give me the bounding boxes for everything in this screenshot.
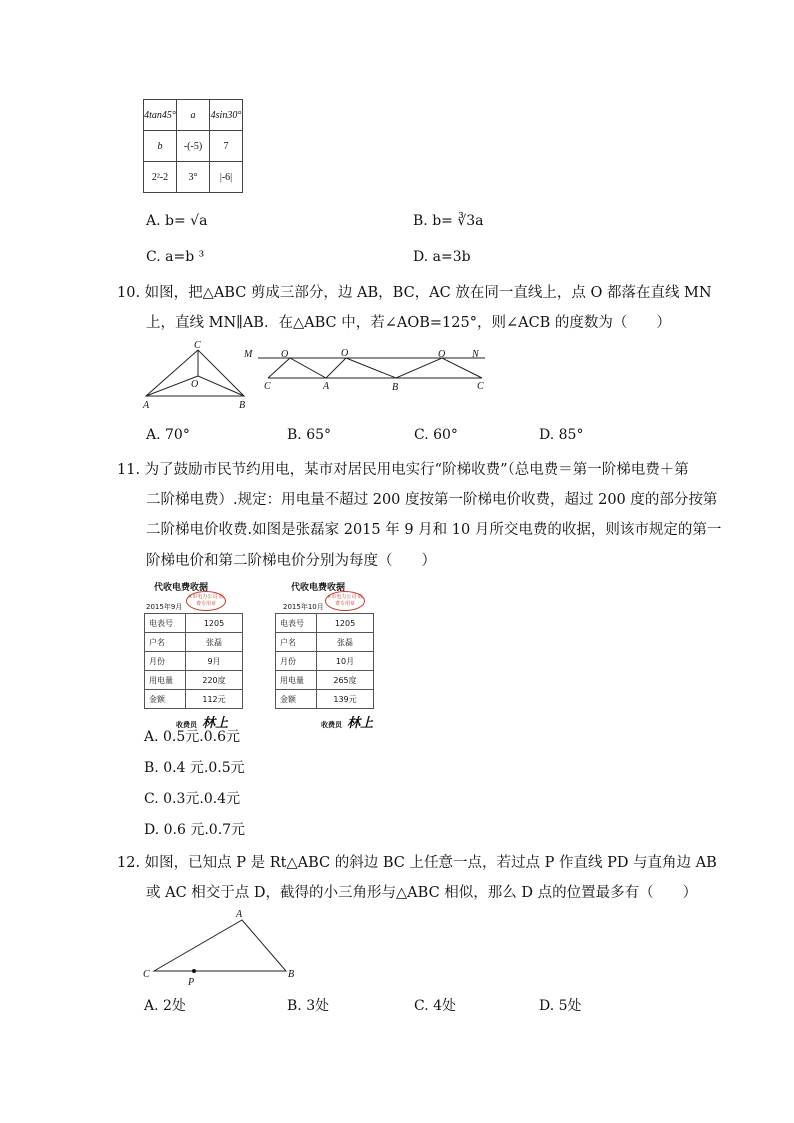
q10-figure: [140, 338, 500, 413]
label-o1: O: [281, 349, 289, 360]
label-c: C: [194, 340, 201, 351]
label-a: A: [236, 909, 243, 920]
receipt-sep: [144, 580, 244, 731]
q9-option-d[interactable]: D. a=3b: [413, 249, 471, 265]
receipt-title: 代收电费收据: [154, 583, 209, 593]
q11-stem-line3: 二阶梯电价收费.如图是张磊家 2015 年 9 月和 10 月所交电费的收据，则该市规定的第一: [146, 522, 722, 538]
label-b2: B: [392, 382, 399, 393]
receipt-stamp: ×市电力公司 收费专用章: [325, 591, 365, 611]
q11-option-c[interactable]: C. 0.3元.0.4元: [144, 791, 241, 807]
label-a2: A: [323, 381, 330, 392]
q12-figure: [140, 906, 305, 988]
label-o2: O: [341, 348, 349, 359]
table-row: 户名 张磊: [145, 633, 243, 652]
receipt-stamp: ×市电力公司 收费专用章: [186, 591, 226, 611]
collector-signature: 林上: [202, 716, 229, 731]
label-b: B: [288, 969, 295, 980]
label-c: C: [143, 969, 150, 980]
q9-option-b[interactable]: B. b= ∛3a: [413, 213, 484, 229]
zigzag-segments: [268, 358, 482, 378]
q12-option-b[interactable]: B. 3处: [287, 998, 330, 1014]
label-c2: C: [477, 381, 484, 392]
q12-stem-line1: 12. 如图，已知点 P 是 Rt△ABC 的斜边 BC 上任意一点，若过点 P 作直线 PD 与直角边 AB: [117, 855, 717, 871]
receipt-oct: [275, 580, 375, 731]
grid-cell: |-6|: [210, 162, 243, 193]
table-row: 金额 112元: [145, 690, 243, 709]
q9-option-a[interactable]: A. b= √a: [146, 213, 208, 229]
right-triangle-abc: [154, 920, 286, 971]
q12-stem-line2: 或 AC 相交于点 D，截得的小三角形与△ABC 相似，那么 D 点的位置最多有（ ）: [146, 885, 698, 901]
label-b: B: [239, 400, 246, 411]
receipt-date: 2015年9月: [146, 603, 183, 611]
collector-signature: 林上: [347, 716, 374, 731]
label-m: M: [244, 349, 253, 360]
grid-cell: 7: [210, 131, 243, 162]
q10-option-b[interactable]: B. 65°: [287, 427, 332, 443]
q10-option-d[interactable]: D. 85°: [539, 427, 584, 443]
grid-cell: 4sin30°: [210, 100, 243, 131]
grid-cell: a: [177, 100, 210, 131]
receipt-table: [275, 613, 374, 709]
collector-label: 收费员: [176, 721, 197, 729]
table-row: 户名 张磊: [276, 633, 374, 652]
q11-option-b[interactable]: B. 0.4 元.0.5元: [144, 760, 245, 776]
receipt-table: [144, 613, 243, 709]
receipt-title: 代收电费收据: [291, 583, 346, 593]
label-o3: O: [438, 349, 446, 360]
q10-option-c[interactable]: C. 60°: [414, 427, 458, 443]
q11-stem-line4: 阶梯电价和第二阶梯电价分别为每度（ ）: [146, 553, 436, 569]
q10-stem-line1: 10. 如图，把△ABC 剪成三部分，边 AB，BC，AC 放在同一直线上，点 O 都落在直线 MN: [117, 285, 712, 301]
q12-option-c[interactable]: C. 4处: [414, 998, 457, 1014]
table-row: 月份 10月: [276, 652, 374, 671]
q9-option-c[interactable]: C. a=b ³: [146, 249, 205, 265]
table-row: 金额 139元: [276, 690, 374, 709]
receipt-date: 2015年10月: [283, 603, 324, 611]
q11-option-d[interactable]: D. 0.6 元.0.7元: [144, 822, 246, 838]
label-c1: C: [264, 381, 271, 392]
q10-stem-line2: 上，直线 MN∥AB．在△ABC 中，若∠AOB=125°，则∠ACB 的度数为（ ）: [146, 315, 671, 331]
table-row: 用电量 265度: [276, 671, 374, 690]
segment-bo: [198, 376, 244, 396]
collector-label: 收费员: [321, 721, 342, 729]
q12-option-d[interactable]: D. 5处: [539, 998, 582, 1014]
grid-cell: b: [144, 131, 177, 162]
grid-cell: 3°: [177, 162, 210, 193]
q11-option-a[interactable]: A. 0.5元.0.6元: [144, 729, 240, 745]
label-p: P: [188, 977, 195, 988]
label-a: A: [143, 400, 150, 411]
q12-option-a[interactable]: A. 2处: [144, 998, 186, 1014]
point-p: [192, 969, 196, 973]
q9-grid: [143, 99, 243, 193]
grid-cell: 2²-2: [144, 162, 177, 193]
table-row: 用电量 220度: [145, 671, 243, 690]
table-row: 月份 9月: [145, 652, 243, 671]
grid-cell: -(-5): [177, 131, 210, 162]
q11-stem-line2: 二阶梯电费）.规定：用电量不超过 200 度按第一阶梯电价收费，超过 200 度的部分按第: [146, 492, 718, 508]
table-row: 电表号 1205: [145, 614, 243, 633]
label-n: N: [472, 349, 479, 360]
label-o: O: [191, 379, 199, 390]
q10-option-a[interactable]: A. 70°: [146, 427, 190, 443]
grid-cell: 4tan45°: [144, 100, 177, 131]
q11-stem-line1: 11. 为了鼓励市民节约用电，某市对居民用电实行“阶梯收费”（总电费＝第一阶梯电费＋第: [117, 462, 689, 478]
table-row: 电表号 1205: [276, 614, 374, 633]
